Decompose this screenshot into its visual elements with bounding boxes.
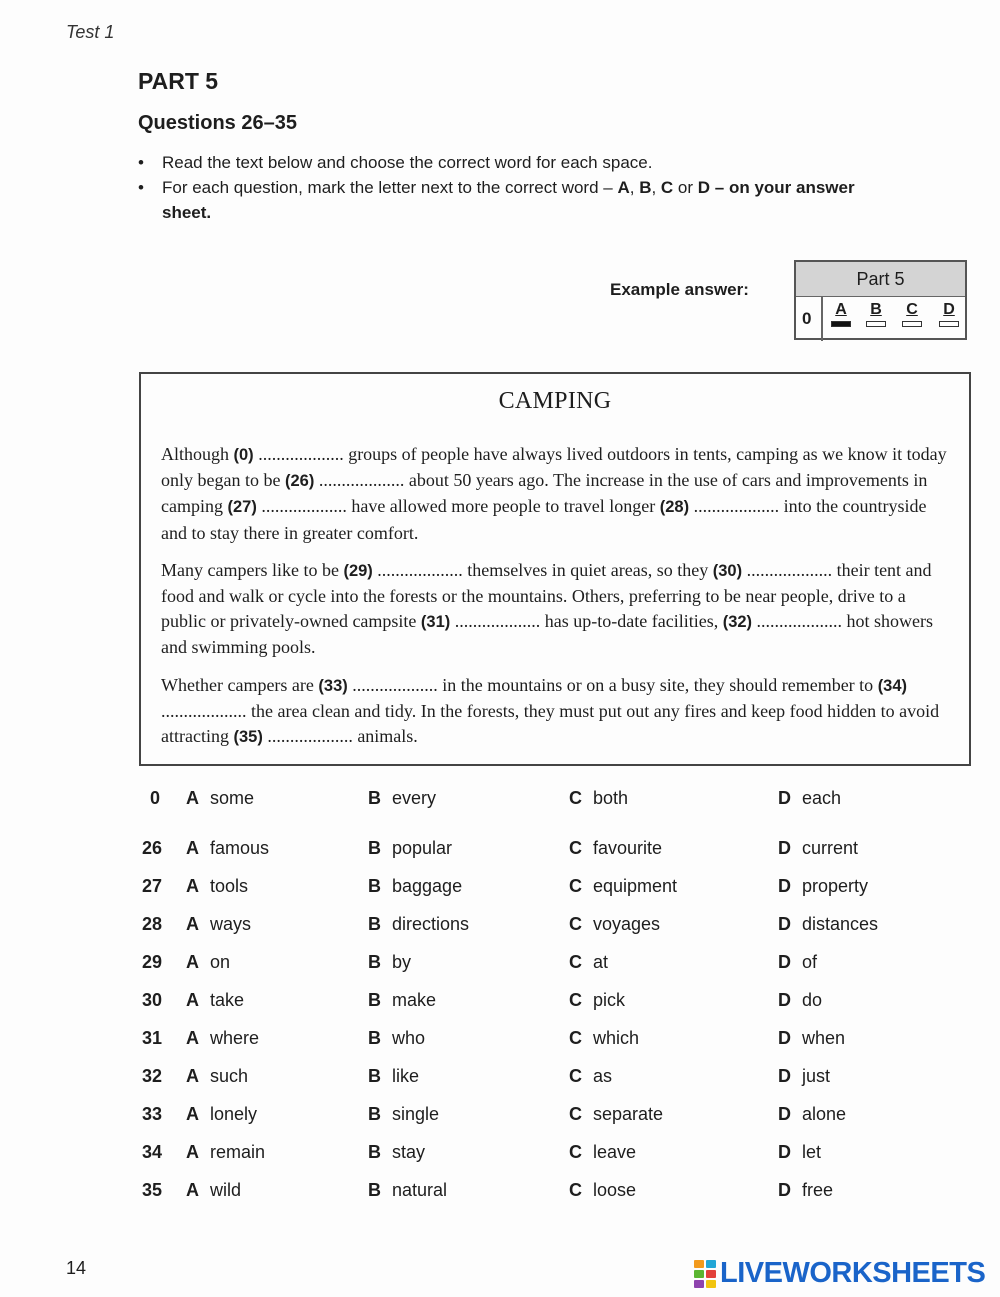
option-c[interactable]: as (593, 1066, 613, 1086)
option-letter-c: C (569, 990, 582, 1010)
option-letter-d: D (778, 838, 791, 858)
gap-number: (29) (343, 561, 373, 580)
passage-text-run: has up-to-date facilities, (540, 611, 723, 632)
liveworksheets-logo-text: LIVEWORKSHEETS (720, 1257, 986, 1289)
option-letter-d: D (778, 788, 791, 808)
option-b[interactable]: who (392, 1028, 426, 1048)
passage-text (161, 442, 951, 762)
option-c[interactable]: voyages (593, 914, 661, 934)
option-a[interactable]: on (210, 952, 231, 972)
option-letter-c: C (569, 1028, 582, 1048)
passage-text-run: hot showers and swimming pools. (161, 611, 934, 658)
option-row (136, 1062, 916, 1100)
option-letter-c: C (569, 1180, 582, 1200)
option-letter-c: C (569, 876, 582, 896)
gap-blank[interactable]: ................... (258, 444, 344, 464)
passage-text-run: Whether campers are (161, 674, 319, 695)
option-a[interactable]: ways (210, 914, 252, 934)
option-c[interactable]: equipment (593, 876, 678, 896)
option-row (136, 1100, 916, 1138)
option-c[interactable]: loose (593, 1180, 637, 1200)
option-letter-a: A (186, 1104, 199, 1124)
option-letter-a: A (186, 1180, 199, 1200)
option-c[interactable]: both (593, 788, 629, 808)
option-letter-c: C (569, 838, 582, 858)
option-b[interactable]: directions (392, 914, 470, 934)
option-d[interactable]: alone (802, 1104, 847, 1124)
logo-block (694, 1260, 704, 1268)
option-row (136, 1024, 916, 1062)
answer-mark (866, 321, 886, 327)
option-letter-a: A (186, 952, 199, 972)
gap-number: (35) (233, 728, 263, 747)
option-letter-d: D (778, 1028, 791, 1048)
option-d[interactable]: let (802, 1142, 822, 1162)
option-c[interactable]: leave (593, 1142, 637, 1162)
questions-title: Questions 26–35 (138, 112, 297, 134)
option-row (136, 1176, 916, 1214)
option-letter-a: A (186, 990, 199, 1010)
example-option-c (900, 301, 924, 327)
reading-passage-box (139, 372, 971, 766)
instruction-text: , (629, 178, 640, 197)
option-b[interactable]: natural (392, 1180, 448, 1200)
option-letter-c: C (569, 952, 582, 972)
option-letter-d: D (778, 1104, 791, 1124)
passage-text-run: groups of people have always lived outdoors in tents, camping as we know it today only began to be (161, 444, 947, 491)
question-number: 34 (141, 1142, 162, 1162)
option-a[interactable]: tools (210, 876, 249, 896)
option-letter-d: D (778, 914, 791, 934)
gap-blank[interactable]: ................... (261, 496, 347, 517)
option-letter-b: B (368, 952, 381, 972)
gap-number: (27) (227, 498, 257, 517)
gap-blank[interactable]: ................... (756, 611, 843, 632)
option-letter-b: B (368, 1066, 381, 1086)
example-letter: B (870, 301, 882, 318)
option-letter-d: D (778, 1066, 791, 1086)
option-letter-c: C (569, 1104, 582, 1124)
example-number: 0 (802, 309, 812, 328)
instruction-text: – on your answer sheet. (162, 178, 855, 222)
example-answer-row (796, 297, 965, 341)
option-a[interactable]: lonely (210, 1104, 258, 1124)
option-letter-b: B (368, 1104, 381, 1124)
answer-mark (902, 321, 922, 327)
option-b[interactable]: make (392, 990, 437, 1010)
passage-text-run: in the mountains or on a busy site, they should remember to (437, 674, 878, 695)
gap-blank[interactable]: ................... (746, 559, 833, 580)
gap-number: (33) (318, 676, 348, 695)
passage-text-run: about 50 years ago. The increase in the use of cars and improvements in camping (161, 470, 928, 517)
option-d[interactable]: distances (802, 914, 879, 934)
gap-blank[interactable]: ................... (352, 674, 438, 695)
gap-blank[interactable]: ................... (377, 559, 463, 580)
passage-text-run: Many campers like to be (161, 559, 344, 580)
answer-options-list (136, 784, 916, 1214)
option-letter-a: A (186, 914, 199, 934)
gap-number: (28) (659, 498, 690, 517)
passage-paragraph (161, 442, 951, 546)
question-number: 35 (141, 1180, 162, 1200)
option-d[interactable]: current (802, 838, 859, 858)
option-c[interactable]: favourite (593, 838, 663, 858)
option-a[interactable]: such (210, 1066, 249, 1086)
instruction-text: or (673, 178, 698, 197)
logo-block (694, 1270, 704, 1278)
option-b[interactable]: popular (392, 838, 453, 858)
option-d[interactable]: each (802, 788, 842, 808)
passage-text-run: their tent and food and walk or cycle into the forests or the mountains. Others, preferring to be near people, drive to a public or privately-owned campsite (161, 559, 932, 632)
example-letter: D (943, 301, 955, 318)
option-a[interactable]: where (210, 1028, 260, 1048)
logo-block (694, 1280, 704, 1288)
option-letter-b: B (368, 1180, 381, 1200)
option-letter-b: B (368, 990, 381, 1010)
option-row (136, 948, 916, 986)
option-letter-d: D (778, 876, 791, 896)
option-row (136, 834, 916, 872)
instruction-text: For each question, mark the letter next to the correct word – (162, 178, 618, 197)
option-a[interactable]: famous (210, 838, 270, 858)
test-label: Test 1 (66, 22, 115, 42)
option-letter-c: C (569, 788, 582, 808)
option-a[interactable]: remain (210, 1142, 266, 1162)
logo-block (706, 1280, 716, 1288)
passage-paragraph (161, 558, 951, 661)
option-letter-a: A (186, 1028, 199, 1048)
option-letter-b: B (368, 914, 381, 934)
option-letter-b: B (368, 876, 381, 896)
option-letter-a: A (186, 1066, 199, 1086)
question-number: 29 (141, 952, 162, 972)
option-a[interactable]: take (210, 990, 245, 1010)
option-c[interactable]: at (593, 952, 609, 972)
instruction-letter: A (617, 178, 630, 197)
example-letter: A (835, 301, 847, 318)
option-letter-d: D (778, 1180, 791, 1200)
option-d[interactable]: of (802, 952, 818, 972)
passage-text-run: into the countryside and to stay there in greater comfort. (161, 496, 927, 543)
example-letter: C (906, 301, 918, 318)
option-d[interactable]: property (802, 876, 869, 896)
option-letter-a: A (186, 838, 199, 858)
example-answer-label: Example answer: (610, 280, 749, 299)
liveworksheets-logo-icon (694, 1260, 716, 1288)
option-c[interactable]: which (593, 1028, 640, 1048)
page-number: 14 (66, 1258, 87, 1278)
instruction-letter: B (639, 178, 652, 197)
option-letter-c: C (569, 914, 582, 934)
option-d[interactable]: do (802, 990, 823, 1010)
option-letter-b: B (368, 838, 381, 858)
logo-block (706, 1260, 716, 1268)
option-row (136, 872, 916, 910)
question-number: 33 (141, 1104, 162, 1124)
gap-number: (30) (712, 561, 743, 580)
option-row (136, 986, 916, 1024)
passage-text-run: themselves in quiet areas, so they (462, 559, 713, 580)
instruction-text: Read the text below and choose the correct word for each space. (162, 153, 653, 172)
instruction-text: , (651, 178, 661, 197)
passage-paragraph (161, 673, 951, 751)
option-row (136, 910, 916, 948)
option-a[interactable]: wild (210, 1180, 242, 1200)
passage-text-run: have allowed more people to travel longer (346, 496, 660, 517)
option-b[interactable]: every (392, 788, 437, 808)
option-letter-b: B (368, 1028, 381, 1048)
gap-blank[interactable]: ................... (161, 700, 247, 721)
instruction-item (138, 175, 898, 225)
option-b[interactable]: stay (392, 1142, 426, 1162)
passage-text-run: the area clean and tidy. In the forests, they must put out any fires and keep food hidden to avoid attracting (161, 700, 940, 747)
example-answer-box (794, 260, 967, 340)
option-row (136, 1138, 916, 1176)
option-d[interactable]: when (802, 1028, 846, 1048)
option-letter-a: A (186, 1142, 199, 1162)
option-d[interactable]: just (802, 1066, 831, 1086)
answer-mark (831, 321, 851, 327)
passage-text-run: Although (161, 444, 234, 464)
gap-blank[interactable]: ................... (454, 611, 541, 632)
option-letter-b: B (368, 1142, 381, 1162)
gap-number: (32) (722, 613, 753, 632)
option-letter-c: C (569, 1142, 582, 1162)
question-number: 32 (141, 1066, 162, 1086)
option-d[interactable]: free (802, 1180, 834, 1200)
gap-blank[interactable]: ................... (267, 726, 353, 747)
option-c[interactable]: pick (593, 990, 626, 1010)
example-divider (821, 297, 823, 341)
instructions-list (138, 150, 898, 225)
logo-block (706, 1270, 716, 1278)
question-number: 26 (141, 838, 162, 858)
option-b[interactable]: like (392, 1066, 420, 1086)
option-c[interactable]: separate (593, 1104, 664, 1124)
question-number: 30 (141, 990, 162, 1010)
question-number: 0 (149, 788, 160, 808)
example-box-title: Part 5 (796, 262, 965, 297)
gap-number: (0) (233, 446, 254, 464)
option-row (136, 784, 916, 834)
option-letter-b: B (368, 788, 381, 808)
option-letter-d: D (778, 952, 791, 972)
question-number: 31 (141, 1028, 162, 1048)
answer-mark (939, 321, 959, 327)
gap-number: (34) (877, 676, 908, 695)
option-b[interactable]: single (392, 1104, 440, 1124)
passage-title: CAMPING (498, 388, 612, 414)
gap-blank[interactable]: ................... (318, 470, 405, 491)
example-option-b (864, 301, 888, 327)
gap-number: (31) (420, 613, 451, 632)
example-option-d (937, 301, 961, 327)
part-title: PART 5 (138, 68, 219, 94)
option-letter-d: D (778, 990, 791, 1010)
question-number: 28 (141, 914, 162, 934)
example-option-a (829, 301, 853, 327)
instruction-letter: C (660, 178, 674, 197)
option-letter-c: C (569, 1066, 582, 1086)
passage-text-run: animals. (352, 726, 418, 747)
liveworksheets-logo[interactable] (694, 1257, 985, 1290)
instruction-item (138, 150, 898, 175)
option-b[interactable]: by (392, 952, 412, 972)
question-number: 27 (141, 876, 162, 896)
gap-blank[interactable]: ................... (693, 496, 780, 517)
option-letter-a: A (186, 876, 199, 896)
gap-number: (26) (284, 472, 315, 491)
option-letter-d: D (778, 1142, 791, 1162)
option-b[interactable]: baggage (392, 876, 463, 896)
instruction-letter: D (697, 178, 711, 197)
option-a[interactable]: some (210, 788, 255, 808)
option-letter-a: A (186, 788, 199, 808)
